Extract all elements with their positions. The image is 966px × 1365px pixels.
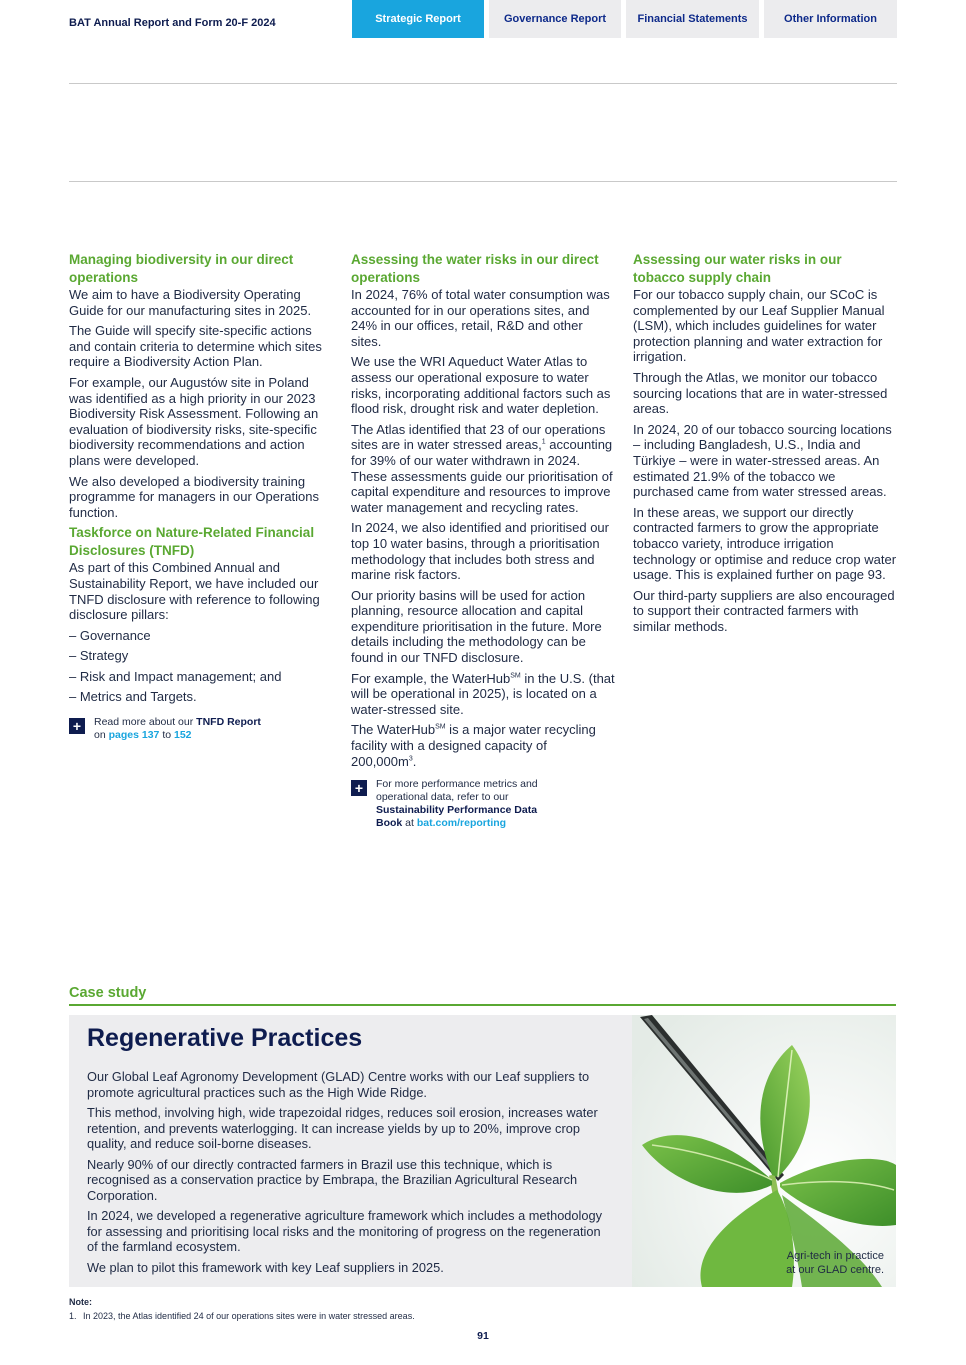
footnote-item: 1. In 2023, the Atlas identified 24 of our operations sites were in water stressed areas. [69,1311,415,1321]
paragraph: We plan to pilot this framework with key Leaf suppliers in 2025. [87,1259,444,1275]
footnote-ref: 1 [541,439,546,447]
list-item: – Strategy [69,648,129,664]
note-text: For more performance metrics and operational data, refer to our Sustainability Performance Data Book at bat.com/reporting [376,778,538,830]
footnote-heading: Note: [69,1297,92,1307]
paragraph: For example, the WaterHub℠ in the U.S. (that will be operational in 2025), is located on a water-stressed site. [351,670,615,717]
paragraph: The Guide will specify site-specific actions and contain criteria to determine which sites require a Biodiversity Action Plan. [69,323,322,370]
report-title: BAT Annual Report and Form 20-F 2024 [69,17,276,29]
paragraph: The WaterHub℠ is a major water recycling facility with a designed capacity of $200,000m^3$. [351,722,596,769]
paragraph: Nearly 90% of our directly contracted farmers in Brazil use this technique, which is recognised as a conservation practice by Embrapa, the Brazilian Agricultural Research Corporation. [87,1156,578,1203]
performance-data-note [351,778,615,830]
paragraph: In 2024, 20 of our tobacco sourcing locations – including Bangladesh, U.S., India and Türkiye – were in water-stressed areas. An estimated 21.9% of the tobacco we purchased came from water stressed areas. [633,421,892,500]
paragraph: Our Global Leaf Agronomy Development (GLAD) Centre works with our Leaf suppliers to promote agricultural practices such as the High Wide Ridge. [87,1069,590,1100]
seedling-illustration [632,1015,896,1287]
paragraph: For our tobacco supply chain, our SCoC is complemented by our Leaf Supplier Manual (LSM), which includes guidelines for water protection planning and water extraction for irrigation. [633,287,885,365]
paragraph: Our priority basins will be used for action planning, resource allocation and capital expenditure prioritisation in the future. More details including the methodology can be found in our TNFD disclosure. [351,587,602,666]
heading-managing-biodiversity: Managing biodiversity in our direct operations [69,252,294,285]
paragraph: We use the WRI Aqueduct Water Atlas to assess our operational exposure to water risks, incorporating additional factors such as flood risk, drought risk and water depletion. [351,354,611,417]
page-number: 91 [477,1330,489,1342]
paragraph: We aim to have a Biodiversity Operating Guide for our manufacturing sites in 2025. [69,287,312,318]
paragraph: For example, our Augustów site in Poland was identified as a high priority in our 2023 Biodiversity Risk Assessment. Following an evaluation of biodiversity risks, site-specific biodiversity recommendations and action plans were developed. [69,374,319,468]
tab-governance-report[interactable]: Governance Report [489,0,621,38]
pages-137-link[interactable]: pages 137 [108,729,160,742]
case-study-body [87,1069,607,1280]
heading-water-risks-supply-chain: Assessing our water risks in our tobacco supply chain [633,252,842,285]
column-supply-chain-water [633,251,897,639]
paragraph: In 2024, we also identified and prioritised our top 10 water basins, through a prioritisation methodology that includes both stress and marine risk factors. [351,520,609,583]
paragraph: As part of this Combined Annual and Sustainability Report, we have included our TNFD disclosure with reference to following disclosure pillars: [69,560,320,623]
photo-caption: Agri-tech in practice at our GLAD centre. [786,1250,884,1276]
list-item: – Governance [69,627,151,643]
paragraph: Our third-party suppliers are also encouraged to support their contracted farmers with similar methods. [633,587,895,634]
list-item: – Metrics and Targets. [69,689,197,705]
note-text: Read more about our TNFD Report on pages 137 to 152 [94,716,261,742]
sustainability-data-book-link[interactable]: Sustainability Performance Data Book [376,804,538,830]
paragraph: This method, involving high, wide trapezoidal ridges, reduces soil erosion, increases water retention, and prevents waterlogging. It can increase yields by up to 20%, improve crop quality, and reduce soil-borne diseases. [87,1105,598,1151]
tab-financial-statements[interactable]: Financial Statements [626,0,759,38]
plus-icon: + [69,718,85,734]
case-study-label: Case study [69,985,147,1001]
list-item: – Risk and Impact management; and [69,668,282,684]
tnfd-report-link[interactable]: TNFD Report [196,716,261,729]
seedling-photo [632,1015,896,1287]
divider-middle [69,181,897,182]
case-study-title: Regenerative Practices [87,1024,363,1052]
page-152-link[interactable]: 152 [174,729,192,742]
heading-water-risks-direct-operations: Assessing the water risks in our direct operations [351,252,599,285]
paragraph: Through the Atlas, we monitor our tobacco sourcing locations that are in water-stressed areas. [633,369,888,417]
heading-tnfd: Taskforce on Nature-Related Financial Disclosures (TNFD) [69,525,315,558]
tab-other-information[interactable]: Other Information [764,0,897,38]
divider-top [69,83,897,84]
top-navigation [0,0,966,40]
column-direct-operations-water [351,251,615,830]
plus-icon: + [351,780,367,796]
column-biodiversity [69,251,333,742]
paragraph: We also developed a biodiversity training programme for managers in our Operations function. [69,473,320,520]
paragraph: In 2024, 76% of total water consumption was accounted for in our operations sites, and 24% in our offices, retail, R&D and other sites. [351,287,610,349]
tab-strategic-report[interactable]: Strategic Report [352,0,484,38]
bat-reporting-link[interactable]: bat.com/reporting [416,817,507,830]
paragraph: In 2024, we developed a regenerative agriculture framework which includes a methodology for assessing and prioritising local risks and the monitoring of progress on the regeneration of the farmland ecosystem. [87,1208,603,1254]
tnfd-read-more-note [69,716,333,742]
paragraph: The Atlas identified that 23 of our operations sites are in water stressed areas,$^1$ accounting for 39% of our water withdrawn in 2024. These assessments guide our prioritisation of capital expenditure and resources to improve water management and recycling rates. [351,421,613,515]
case-study-divider [69,1004,896,1006]
paragraph: In these areas, we support our directly contracted farmers to grow the appropriate tobacco variety, introduce irrigation technology or optimise and reduce crop water usage. This is explained further on page 93. [633,504,897,583]
